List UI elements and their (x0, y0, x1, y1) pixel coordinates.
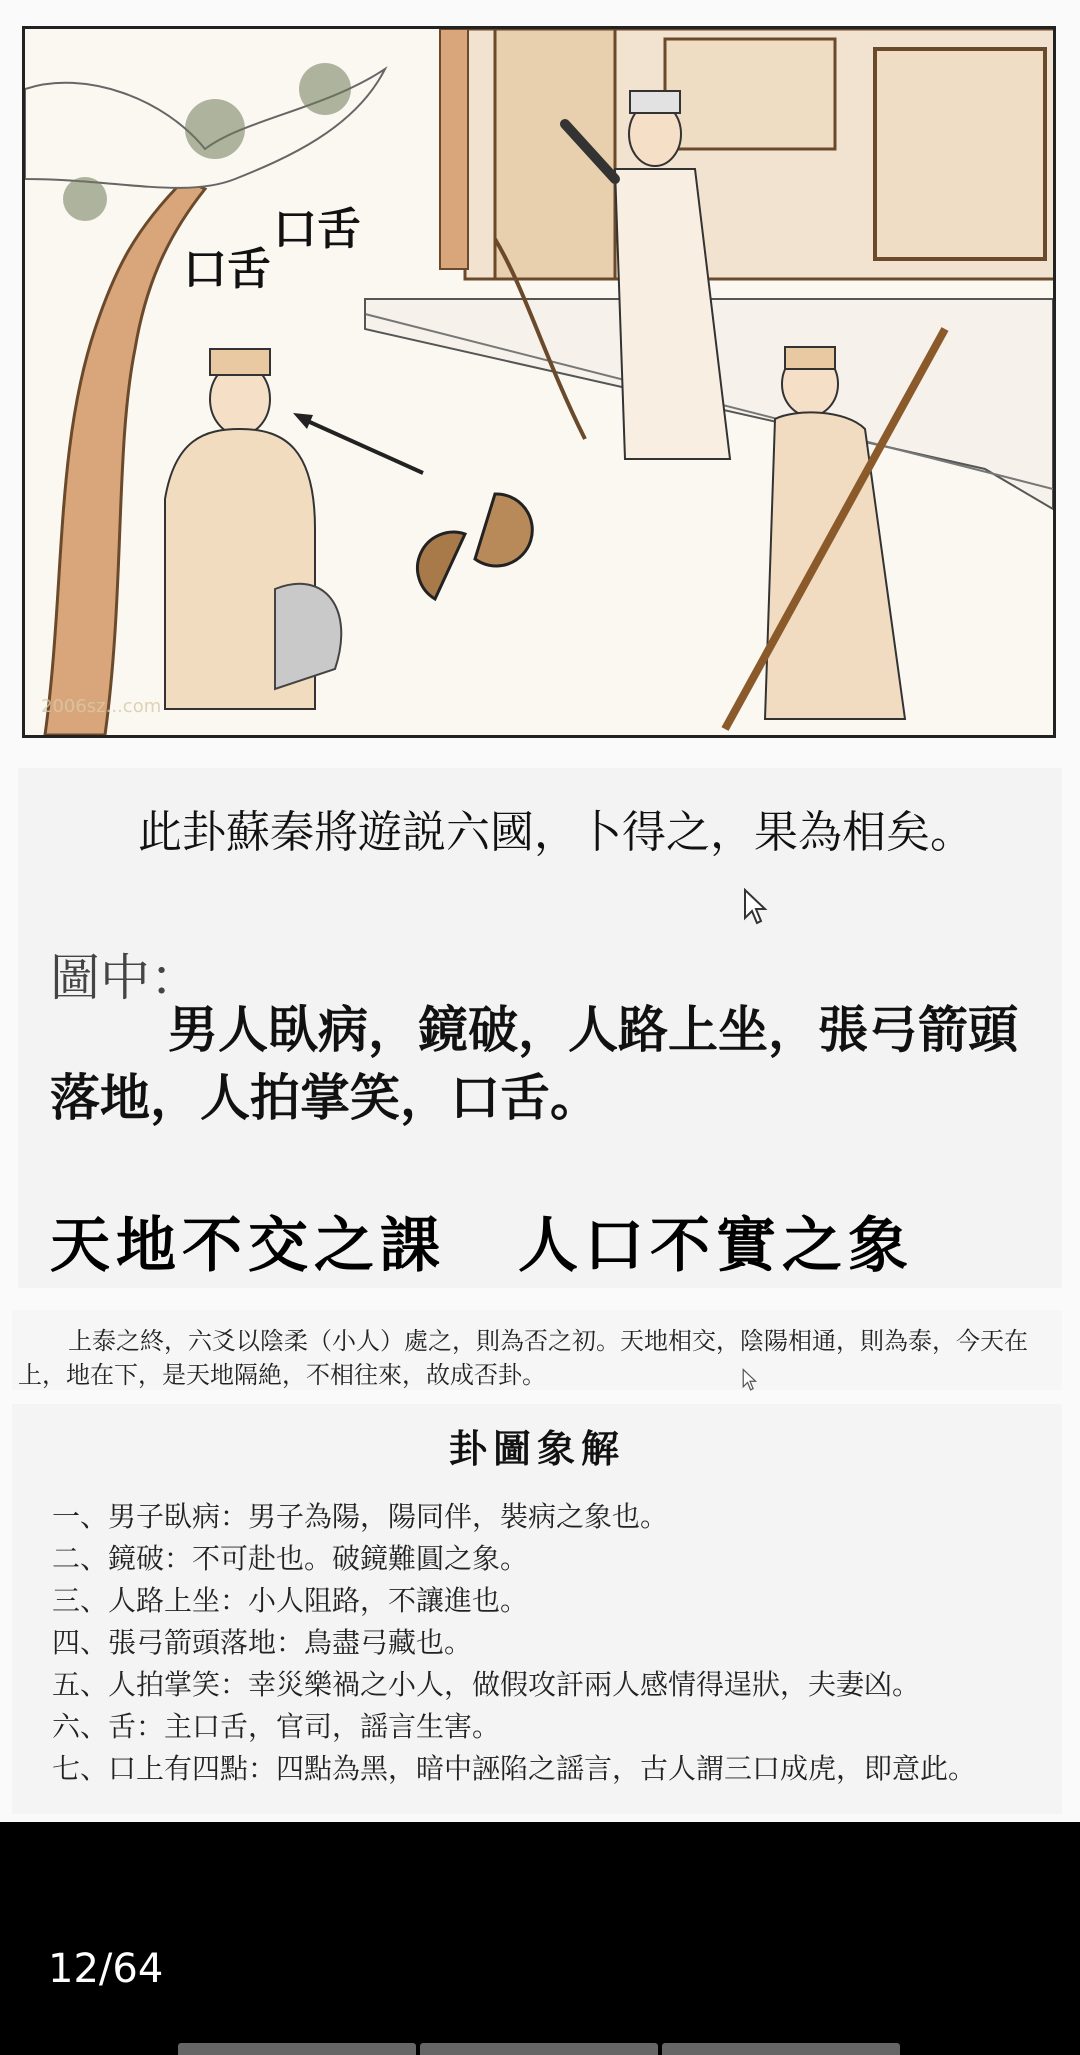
list-item: 六、舌：主口舌，官司，謡言生害。 (52, 1710, 501, 1743)
scroll-indicator[interactable] (178, 2043, 900, 2055)
interpretation-list (52, 1496, 976, 1790)
list-item: 三、人路上坐：小人阻路，不讓進也。 (52, 1584, 529, 1617)
list-item: 一、男子臥病：男子為陽，陽同伴，裝病之象也。 (52, 1500, 669, 1533)
mouse-cursor-icon (743, 888, 769, 926)
interpretation-section (12, 1404, 1062, 1814)
caption-tongue-left: 口舌 (183, 244, 271, 295)
small-cursor-icon (742, 1368, 758, 1392)
explanation-text: 上泰之終，六爻以陰柔（小人）處之，則為否之初。天地相交，陰陽相通，則為泰，今天在上，地在下，是天地隔絶，不相往來，故成否卦。 (18, 1327, 1028, 1389)
list-item: 四、張弓箭頭落地：鳥盡弓藏也。 (52, 1626, 473, 1659)
slogan-left: 天地不交之課 (50, 1211, 446, 1281)
indicator-segment (662, 2043, 900, 2055)
figure-heading: 圖中： (50, 949, 200, 1007)
indicator-segment (420, 2043, 658, 2055)
hexagram-illustration (22, 26, 1056, 738)
page-counter: 12/64 (48, 1946, 164, 1992)
list-item: 五、人拍掌笑：幸災樂禍之小人，做假攻訐兩人感情得逞狀，夫妻凶。 (52, 1668, 921, 1701)
list-item: 二、鏡破：不可赴也。破鏡難圓之象。 (52, 1542, 529, 1575)
text-panel (18, 768, 1062, 1288)
section-title: 卦圖象解 (448, 1426, 625, 1471)
slogan-right: 人口不實之象 (518, 1211, 914, 1281)
intro-text: 此卦蘇秦將遊説六國，卜得之，果為相矣。 (138, 807, 974, 858)
explanation-panel (12, 1310, 1062, 1390)
illustration-drawing (25, 29, 1053, 735)
caption-tongue-right: 口舌 (273, 204, 361, 255)
list-item: 七、口上有四點：四點為黑，暗中誣陷之謡言，古人謂三口成虎，即意此。 (52, 1752, 977, 1785)
image-watermark: 2006sz...com (41, 696, 162, 717)
hexagram-slogan (50, 1198, 914, 1284)
figure-description: 男人臥病，鏡破，人路上坐，張弓箭頭落地，人拍掌笑，口舌。 (50, 1000, 1018, 1127)
indicator-segment (178, 2043, 416, 2055)
